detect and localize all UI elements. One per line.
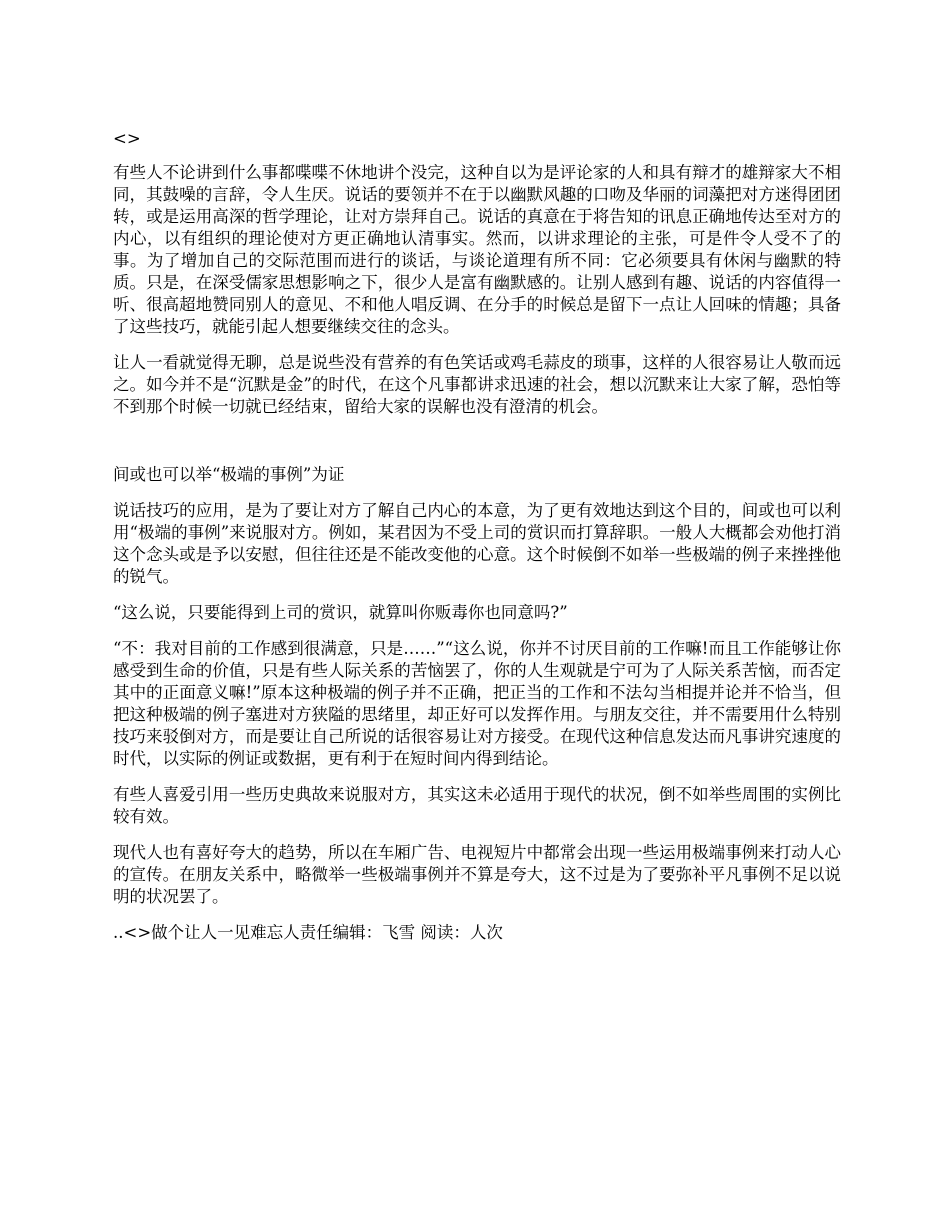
paragraph-extreme-examples: 说话技巧的应用，是为了要让对方了解自己内心的本意，为了更有效地达到这个目的，间或也可以利用“极端的事例”来说服对方。例如，某君因为不受上司的赏识而打算辞职。一般人大概都会劝他打消这个念头或是予以安慰，但往往还是不能改变他的心意。这个时候倒不如举一些极端的例子来挫挫他的锐气。 xyxy=(113,501,841,586)
footer-editor-line: ..<>做个让人一见难忘人责任编辑：飞雪 阅读：人次 xyxy=(113,923,503,942)
paragraph-intro: 有些人不论讲到什么事都喋喋不休地讲个没完，这种自以为是评论家的人和具有辩才的雄辩家大不相同，其鼓噪的言辞，令人生厌。说话的要领并不在于以幽默风趣的口吻及华丽的词藻把对方迷得团团转，或是运用高深的哲学理论，让对方崇拜自己。说话的真意在于将告知的讯息正确地传达至对方的内心，以有组织的理论使对方更正确地认清事实。然而，以讲求理论的主张，可是件令人受不了的事。为了增加自己的交际范围而进行的谈话，与谈论道理有所不同：它必须要具有休闲与幽默的特质。只是，在深受儒家思想影响之下，很少人是富有幽默感的。让别人感到有趣、说话的内容值得一听、很高超地赞同别人的意见、不和他人唱反调、在分手的时候总是留下一点让人回味的情趣；具备了这些技巧，就能引起人想要继续交往的念头。 xyxy=(113,163,841,336)
paragraph-silence: 让人一看就觉得无聊，总是说些没有营养的有色笑话或鸡毛蒜皮的琐事，这样的人很容易让人敬而远之。如今并不是“沉默是金”的时代，在这个凡事都讲求迅速的社会，想以沉默来让大家了解，恐怕等不到那个时候一切就已经结束，留给大家的误解也没有澄清的机会。 xyxy=(113,353,841,416)
paragraph-history: 有些人喜爱引用一些历史典故来说服对方，其实这未必适用于现代的状况，倒不如举些周围的实例比较有效。 xyxy=(113,785,841,826)
section-heading: 间或也可以举“极端的事例”为证 xyxy=(113,465,345,484)
paragraph-exaggeration: 现代人也有喜好夸大的趋势，所以在车厢广告、电视短片中都常会出现一些运用极端事例来打动人心的宣传。在朋友关系中，略微举一些极端事例并不算是夸大，这不过是为了要弥补平凡事例不足以说明的状况罢了。 xyxy=(113,843,841,906)
top-marker: <> xyxy=(113,129,141,148)
document-body xyxy=(113,128,841,944)
paragraph-quote-question: “这么说，只要能得到上司的赏识，就算叫你贩毒你也同意吗?” xyxy=(113,603,568,622)
paragraph-quote-answer: “不：我对目前的工作感到很满意，只是……”“这么说，你并不讨厌目前的工作嘛!而且工作能够让你感受到生命的价值，只是有些人际关系的苦恼罢了，你的人生观就是宁可为了人际关系苦恼，而否定其中的正面意义嘛!”原本这种极端的例子并不正确，把正当的工作和不法勾当相提并论并不恰当，但把这种极端的例子塞进对方狭隘的思绪里，却正好可以发挥作用。与朋友交往，并不需要用什么特别技巧来驳倒对方，而是要让自己所说的话很容易让对方接受。在现代这种信息发达而凡事讲究速度的时代，以实际的例证或数据，更有利于在短时间内得到结论。 xyxy=(113,639,841,768)
